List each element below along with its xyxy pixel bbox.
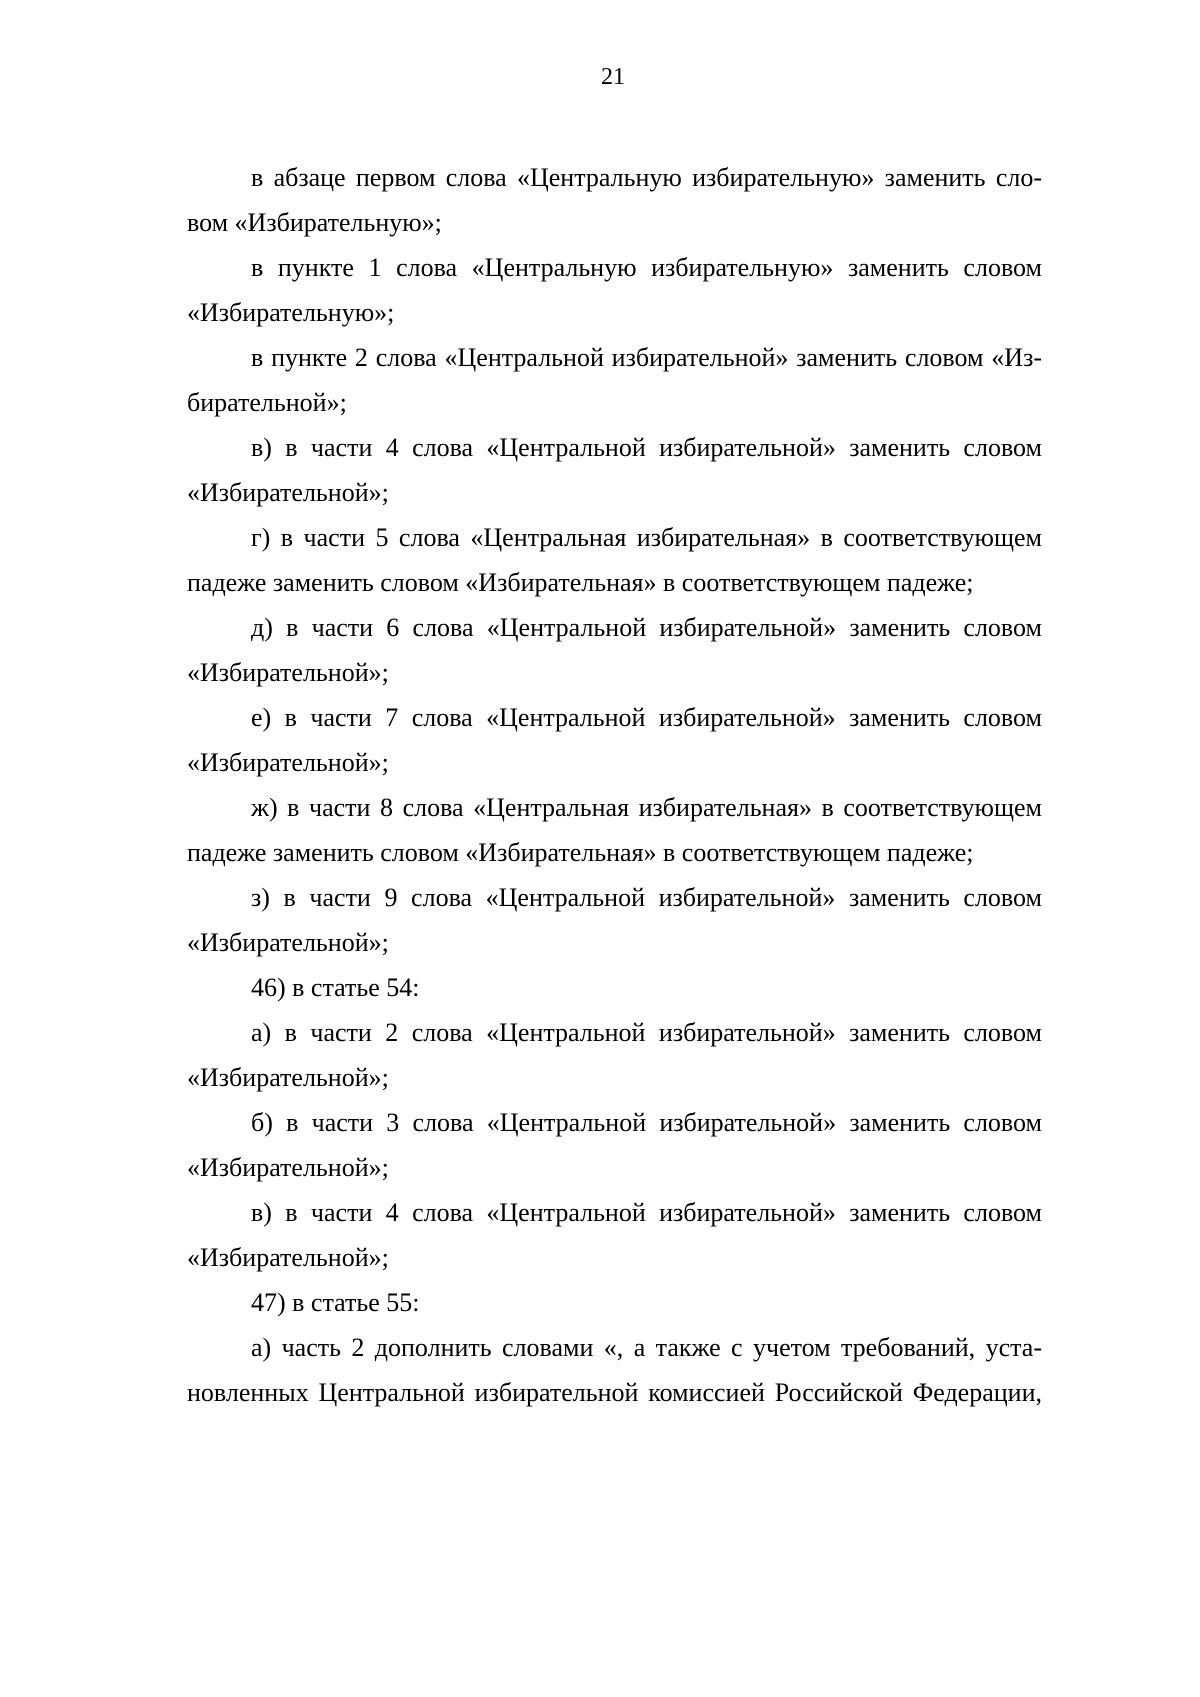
paragraph (187, 785, 1042, 875)
paragraph (187, 1010, 1042, 1100)
text-line: вом «Избирательную»; (187, 208, 442, 237)
text-line: в) в части 4 слова «Центральной избирательной» заменить словом (251, 1198, 1042, 1227)
paragraph (187, 1100, 1042, 1190)
text-line: в пункте 1 слова «Центральную избирательную» заменить словом (251, 253, 1042, 282)
text-line: бирательной»; (187, 388, 347, 417)
paragraph (187, 875, 1042, 965)
text-line: д) в части 6 слова «Центральной избирательной» заменить словом (251, 613, 1042, 642)
text-line: е) в части 7 слова «Центральной избирательной» заменить словом (251, 703, 1042, 732)
text-line: з) в части 9 слова «Центральной избирательной» заменить словом (251, 883, 1042, 912)
text-line: падеже заменить словом «Избирательная» в соответствующем падеже; (187, 838, 974, 867)
paragraph (187, 605, 1042, 695)
paragraph (187, 155, 1042, 245)
text-line: «Избирательной»; (187, 478, 389, 507)
paragraph (187, 425, 1042, 515)
text-line: «Избирательной»; (187, 1153, 389, 1182)
text-line: 47) в статье 55: (251, 1288, 420, 1317)
text-line: г) в части 5 слова «Центральная избирательная» в соответствующем (251, 523, 1042, 552)
document-body (187, 155, 1042, 1415)
text-line: новленных Центральной избирательной комиссией Российской Федерации, (187, 1378, 1042, 1407)
text-line: а) часть 2 дополнить словами «, а также с учетом требований, уста- (251, 1333, 1042, 1362)
text-line: в пункте 2 слова «Центральной избирательной» заменить словом «Из- (251, 343, 1042, 372)
page-number: 21 (601, 64, 625, 90)
text-line: «Избирательной»; (187, 1243, 389, 1272)
text-line: ж) в части 8 слова «Центральная избирательная» в соответствующем (251, 793, 1042, 822)
paragraph (187, 245, 1042, 335)
paragraph (187, 695, 1042, 785)
paragraph (187, 965, 1042, 1010)
text-line: падеже заменить словом «Избирательная» в соответствующем падеже; (187, 568, 974, 597)
paragraph (187, 1190, 1042, 1280)
text-line: в абзаце первом слова «Центральную избирательную» заменить сло- (251, 163, 1042, 192)
paragraph (187, 335, 1042, 425)
paragraph (187, 1280, 1042, 1325)
text-line: «Избирательной»; (187, 1063, 389, 1092)
text-line: в) в части 4 слова «Центральной избирательной» заменить словом (251, 433, 1042, 462)
paragraph (187, 1325, 1042, 1415)
text-line: «Избирательной»; (187, 658, 389, 687)
text-line: 46) в статье 54: (251, 973, 420, 1002)
paragraph (187, 515, 1042, 605)
text-line: «Избирательной»; (187, 748, 389, 777)
text-line: б) в части 3 слова «Центральной избирательной» заменить словом (251, 1108, 1042, 1137)
text-line: «Избирательной»; (187, 928, 389, 957)
text-line: а) в части 2 слова «Центральной избирательной» заменить словом (251, 1018, 1042, 1047)
text-line: «Избирательную»; (187, 298, 395, 327)
